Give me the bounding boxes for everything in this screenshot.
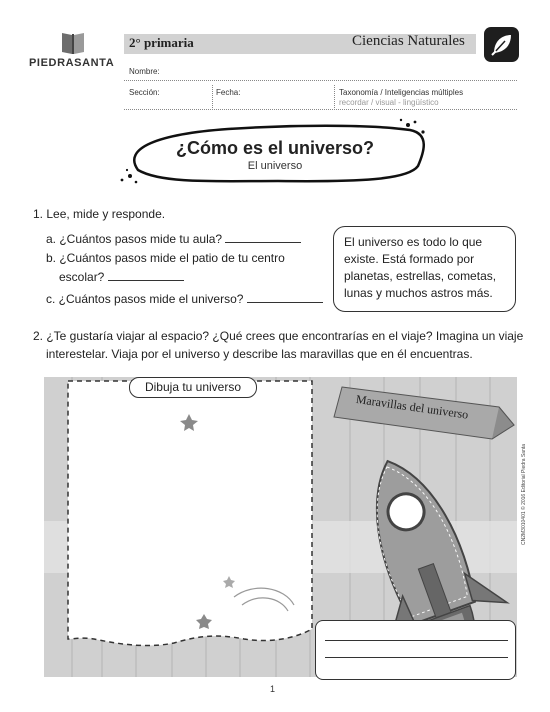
grade-label: 2° primaria bbox=[129, 35, 194, 50]
question-2-line2: interestelar. Viaja por el universo y describe las maravillas que en él encuentras. bbox=[46, 347, 473, 361]
answer-line-c[interactable] bbox=[247, 292, 323, 303]
page-subtitle: El universo bbox=[247, 160, 303, 172]
writing-box[interactable] bbox=[315, 620, 516, 680]
page-title: ¿Cómo es el universo? bbox=[175, 138, 375, 158]
question-1c: c. ¿Cuántos pasos mide el universo? bbox=[46, 292, 323, 307]
page-number: 1 bbox=[270, 684, 276, 694]
taxonomy-values: recordar / visual - lingüístico bbox=[339, 98, 439, 107]
logo-book-icon bbox=[58, 30, 88, 56]
date-label: Fecha: bbox=[216, 88, 241, 97]
divider bbox=[334, 85, 336, 108]
name-line[interactable] bbox=[124, 80, 517, 81]
section-line bbox=[124, 109, 517, 110]
question-1b-line1: b. ¿Cuántos pasos mide el patio de tu centro bbox=[46, 251, 285, 265]
question-1a: a. ¿Cuántos pasos mide tu aula? bbox=[46, 232, 301, 247]
name-label: Nombre: bbox=[129, 67, 160, 76]
answer-line-a[interactable] bbox=[225, 232, 301, 243]
question-2-line1: 2. ¿Te gustaría viajar al espacio? ¿Qué crees que encontrarías en el viaje? Imagina un viaje bbox=[33, 329, 524, 343]
question-1-prompt: 1. Lee, mide y responde. bbox=[33, 207, 166, 221]
section-label: Sección: bbox=[129, 88, 160, 97]
divider bbox=[212, 85, 214, 108]
brand-logo: PIEDRASANTA bbox=[29, 57, 115, 69]
info-box: El universo es todo lo que existe. Está formado por planetas, estrellas, cometas, lunas y muchos astros más. bbox=[333, 226, 516, 312]
writing-line[interactable] bbox=[325, 657, 508, 658]
answer-line-b[interactable] bbox=[108, 270, 184, 281]
draw-universe-label: Dibuja tu universo bbox=[129, 377, 257, 398]
writing-line[interactable] bbox=[325, 640, 508, 641]
banner-title: Maravillas del universo bbox=[355, 392, 470, 422]
taxonomy-label: Taxonomía / Inteligencias múltiples bbox=[339, 88, 464, 97]
copyright-code: CN2M3010401 © 2016 Editorial Piedra Santa bbox=[521, 444, 527, 545]
leaf-icon bbox=[483, 26, 520, 63]
subject-title: Ciencias Naturales bbox=[352, 33, 465, 49]
question-1b-line2: escolar? bbox=[59, 270, 184, 285]
